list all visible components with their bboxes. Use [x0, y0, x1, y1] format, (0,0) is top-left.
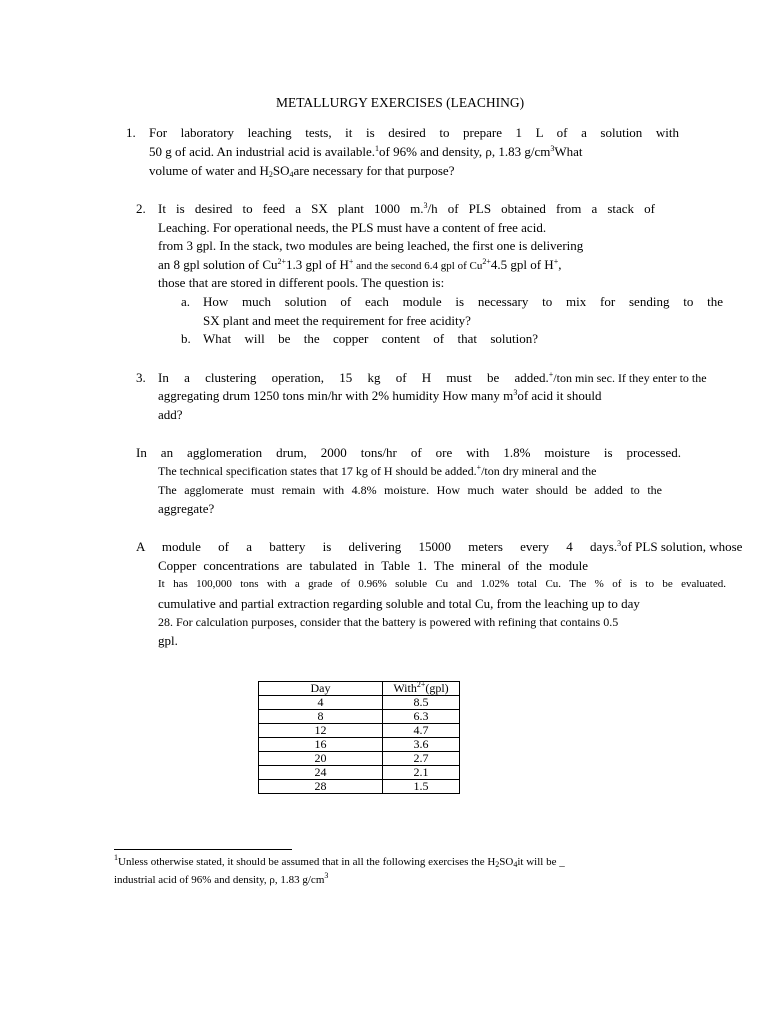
exercise-5-line-2: Copper concentrations are tabulated in Table 1. The mineral of the module [158, 558, 588, 573]
question-a-line-2: SX plant and meet the requirement for free acidity? [203, 313, 471, 328]
table-row [259, 780, 460, 794]
exercise-4-line-1: In an agglomeration drum, 2000 tons/hr of ore with 1.8% moisture is processed. [136, 445, 681, 460]
table-cell-copper: 2.1 [383, 766, 460, 780]
exercise-3-line-1: In a clustering operation, 15 kg of H must be added.+/ton min sec. If they enter to the [158, 370, 707, 385]
table-cell-copper: 6.3 [383, 710, 460, 724]
table-row [259, 738, 460, 752]
exercise-5-line-4: cumulative and partial extraction regarding soluble and total Cu, from the leaching up to day [158, 596, 640, 611]
table-cell-day: 8 [259, 710, 383, 724]
question-b-line-1: What will be the copper content of that solution? [203, 331, 538, 346]
question-a-marker: a. [181, 294, 191, 309]
question-b-marker: b. [181, 331, 191, 346]
exercise-5-line-6: gpl. [158, 633, 178, 648]
exercise-2-line-1: It is desired to feed a SX plant 1000 m.$^3$/h of PLS obtained from a stack of [158, 201, 655, 216]
exercise-1-number: 1. [126, 125, 136, 140]
table-cell-day: 20 [259, 752, 383, 766]
question-a-line-1: How much solution of each module is necessary to mix for sending to the [203, 294, 723, 309]
table-cell-day: 28 [259, 780, 383, 794]
table-cell-day: 4 [259, 696, 383, 710]
table-header-copper: With$^{2+}$(gpl) [383, 682, 460, 696]
exercise-2-line-4: an 8 gpl solution of $Cu^{2+}1.3$ gpl of H+ and the second 6.4 gpl of $Cu^{2+}4.5$ gpl of H+, [158, 257, 562, 272]
table-cell-day: 24 [259, 766, 383, 780]
table-header-row [259, 682, 460, 696]
table-cell-day: 12 [259, 724, 383, 738]
footnote-separator [114, 849, 292, 850]
table-cell-copper: 1.5 [383, 780, 460, 794]
exercise-4-line-4: aggregate? [158, 501, 215, 516]
footnote-line-1: $^1$Unless otherwise stated, it should be assumed that in all the following exercises the $H_2SO_4it$ will be _ [114, 853, 565, 869]
exercise-3-line-2: aggregating drum 1250 tons min/hr with 2% humidity How many $m^3of$ acid it should [158, 388, 602, 403]
table-row [259, 752, 460, 766]
exercise-3-number: 3. [136, 370, 146, 385]
table-row [259, 710, 460, 724]
table-row [259, 696, 460, 710]
exercise-3-line-3: add? [158, 407, 183, 422]
table-row [259, 766, 460, 780]
table-cell-day: 16 [259, 738, 383, 752]
exercise-2-number: 2. [136, 201, 146, 216]
table-cell-copper: 4.7 [383, 724, 460, 738]
table-row [259, 724, 460, 738]
copper-concentration-table [258, 681, 460, 794]
page-title: METALLURGY EXERCISES (LEACHING) [276, 95, 525, 110]
exercise-5-line-3: It has 100,000 tons with a grade of 0.96% soluble Cu and 1.02% total Cu. The % of is to be evaluated. [158, 578, 726, 590]
exercise-2-line-5: those that are stored in different pools. The question is: [158, 275, 445, 290]
footnote-line-2: industrial acid of 96% and density, ρ, 1.83 $g/cm^3$ [114, 871, 329, 886]
exercise-5-line-1: A module of a battery is delivering 15000 meters every 4 days.$^3$of PLS solution, whose [136, 539, 743, 554]
exercise-1-line-2: 50 g of acid. An industrial acid is available.$^1$of 96% and density, ρ, 1.83 $g/cm^3What$ [149, 144, 583, 159]
table-cell-copper: 2.7 [383, 752, 460, 766]
exercise-4-line-2: The technical specification states that 17 kg of H should be added.+/ton dry mineral and the [158, 463, 597, 478]
table-cell-copper: 3.6 [383, 738, 460, 752]
exercise-1-line-3: volume of water and $H_2SO_4are$ necessary for that purpose? [149, 163, 455, 179]
exercise-2-line-3: from 3 gpl. In the stack, two modules are being leached, the first one is delivering [158, 238, 584, 253]
table-cell-copper: 8.5 [383, 696, 460, 710]
exercise-1-line-1: For laboratory leaching tests, it is desired to prepare 1 L of a solution with [149, 125, 679, 140]
exercise-4-line-3: The agglomerate must remain with 4.8% moisture. How much water should be added to the [158, 483, 662, 497]
table-header-day: Day [259, 682, 383, 696]
exercise-5-line-5: 28. For calculation purposes, consider that the battery is powered with refining that contains 0.5 [158, 615, 619, 629]
exercise-2-line-2: Leaching. For operational needs, the PLS must have a content of free acid. [158, 220, 547, 235]
